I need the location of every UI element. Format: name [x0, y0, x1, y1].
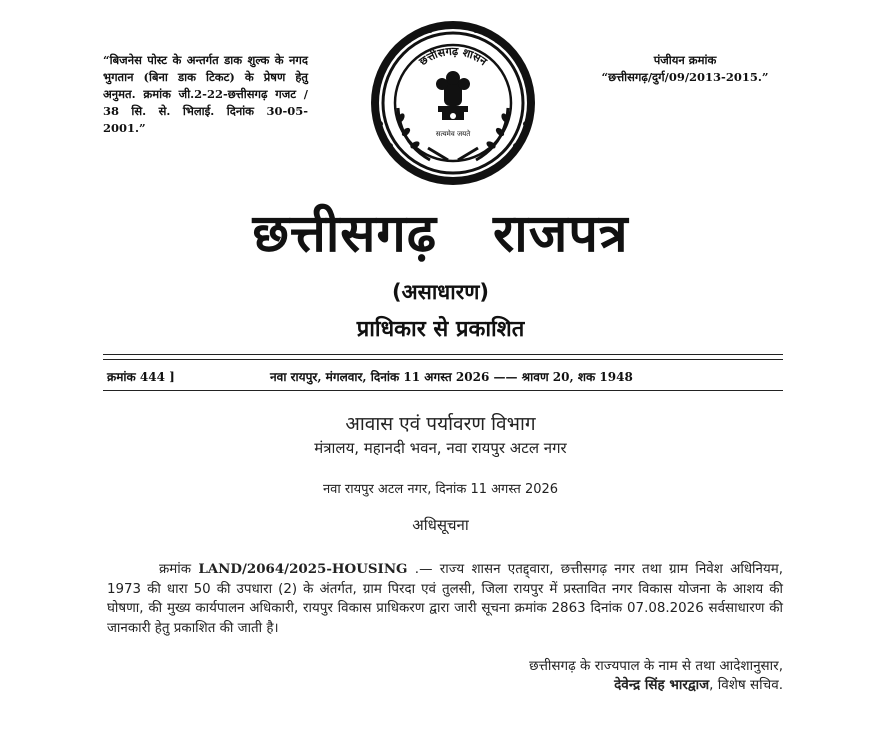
emblem-arc-text: छत्तीसगढ़ शासन [416, 44, 490, 69]
ref-prefix: क्रमांक [159, 562, 192, 577]
emblem-motto: सत्यमेव जयते [435, 130, 471, 138]
title-gazette: राजपत्र [493, 204, 629, 264]
authority-label: प्राधिकार से प्रकाशित [356, 317, 525, 342]
signatory-name: देवेन्द्र सिंह भारद्वाज [614, 677, 710, 693]
bottom-rule [103, 390, 783, 391]
signatory-designation: , विशेष सचिव. [709, 677, 783, 693]
chhattisgarh-emblem-icon [368, 18, 538, 188]
registration-note [580, 52, 790, 86]
authorization-line: छत्तीसगढ़ के राज्यपाल के नाम से तथा आदेशानुसार, [529, 658, 783, 674]
department-address: मंत्रालय, महानदी भवन, नवा रायपुर अटल नगर [314, 439, 567, 457]
extraordinary-label: (असाधारण) [392, 280, 489, 304]
body-text: .— राज्य शासन एतद्द्वारा, छत्तीसगढ़ नगर तथा ग्राम निवेश अधिनियम, 1973 की धारा 50 की उपधारा (2) के अंतर्गत, ग्राम पिरदा एवं तुलसी, जिला रायपुर में प्रस्तावित नगर विकास योजना के आशय की घोषणा, की मुख्य कार्यपालन अधिकारी, रायपुर विकास प्राधिकरण द्वारा जारी सूचना क्रमांक 2863 दिनांक 07.08.2026 सर्वसाधारण की जानकारी हेतु प्रकाशित की जाती है। [107, 562, 783, 636]
signatory [400, 675, 783, 693]
department-name: आवास एवं पर्यावरण विभाग [345, 413, 536, 435]
notification-body [107, 560, 783, 638]
registration-label: पंजीयन क्रमांक [653, 53, 717, 67]
issue-number: क्रमांक 444 ] [107, 370, 175, 384]
registration-number: “छत्तीसगढ़/दुर्ग/09/2013-2015.” [601, 70, 769, 84]
notice-date: नवा रायपुर अटल नगर, दिनांक 11 अगस्त 2026 [322, 482, 559, 497]
top-rule-secondary [103, 359, 783, 360]
top-rule [103, 354, 783, 355]
postal-permission-note: “बिजनेस पोस्ट के अन्तर्गत डाक शुल्क के नगद भुगतान (बिना डाक टिकट) के प्रेषण हेतु अनुमत. क्रमांक जी.2-22-छत्तीसगढ़ गजट / 38 सि. से. भिलाई. दिनांक 30-05-2001.” [103, 53, 308, 135]
ref-number: LAND/2064/2025-HOUSING [198, 561, 408, 577]
issue-dateline: नवा रायपुर, मंगलवार, दिनांक 11 अगस्त 2026 —— श्रावण 20, शक 1948 [270, 370, 633, 384]
gazette-title [0, 196, 881, 267]
title-state: छत्तीसगढ़ [252, 204, 437, 264]
notification-heading: अधिसूचना [412, 516, 469, 534]
